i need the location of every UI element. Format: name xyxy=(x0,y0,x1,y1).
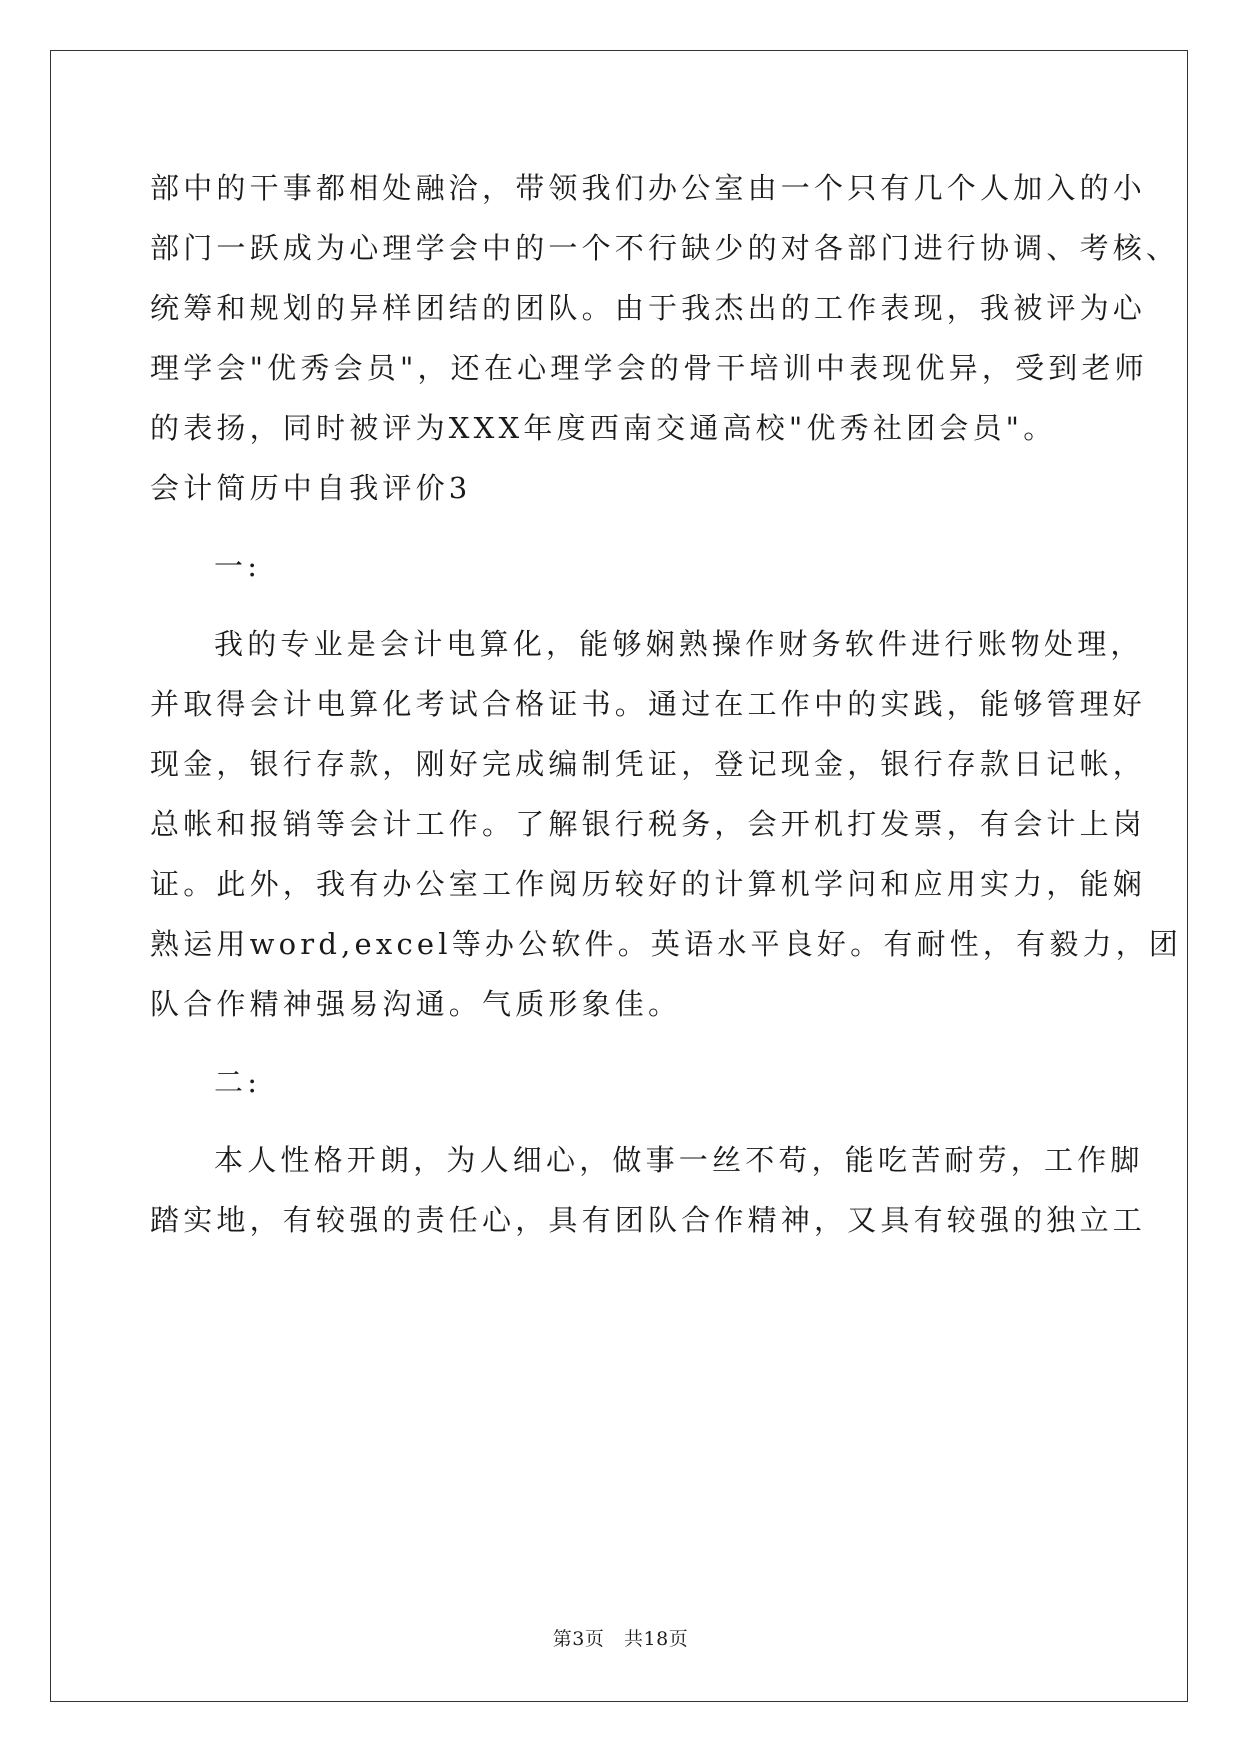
part-one-label: 一: xyxy=(214,549,262,583)
text-line: 现金，银行存款，刚好完成编制凭证，登记现金，银行存款日记帐， xyxy=(150,747,1147,781)
text-line: 本人性格开朗，为人细心，做事一丝不苟，能吃苦耐劳，工作脚 xyxy=(214,1143,1144,1177)
text-line: 部中的干事都相处融洽，带领我们办公室由一个只有几个人加入的小 xyxy=(150,171,1147,205)
document-body xyxy=(150,158,1183,1250)
text-line: 统筹和规划的异样团结的团队。由于我杰出的工作表现，我被评为心 xyxy=(150,291,1147,325)
page-number-current: 第3页 xyxy=(552,1628,605,1650)
text-line: 队合作精神强易沟通。气质形象佳。 xyxy=(150,987,682,1021)
page-footer xyxy=(0,1624,1241,1651)
text-line: 踏实地，有较强的责任心，具有团队合作精神，又具有较强的独立工 xyxy=(150,1203,1147,1237)
text-line: 并取得会计电算化考试合格证书。通过在工作中的实践，能够管理好 xyxy=(150,687,1147,721)
section-heading: 会计简历中自我评价3 xyxy=(150,471,472,505)
text-line: 证。此外，我有办公室工作阅历较好的计算机学问和应用实力，能娴 xyxy=(150,867,1147,901)
part-two-label: 二: xyxy=(214,1065,262,1099)
text-line: 总帐和报销等会计工作。了解银行税务，会开机打发票，有会计上岗 xyxy=(150,807,1147,841)
text-line: 我的专业是会计电算化，能够娴熟操作财务软件进行账物处理， xyxy=(214,627,1144,661)
page-number-total: 共18页 xyxy=(624,1628,689,1650)
text-line: 理学会"优秀会员"，还在心理学会的骨干培训中表现优异，受到老师 xyxy=(150,351,1148,385)
text-line: 的表扬，同时被评为XXX年度西南交通高校"优秀社团会员"。 xyxy=(150,411,1057,445)
text-line: 熟运用word,excel等办公软件。英语水平良好。有耐性，有毅力，团 xyxy=(150,927,1183,961)
text-line: 部门一跃成为心理学会中的一个不行缺少的对各部门进行协调、考核、 xyxy=(150,231,1180,265)
